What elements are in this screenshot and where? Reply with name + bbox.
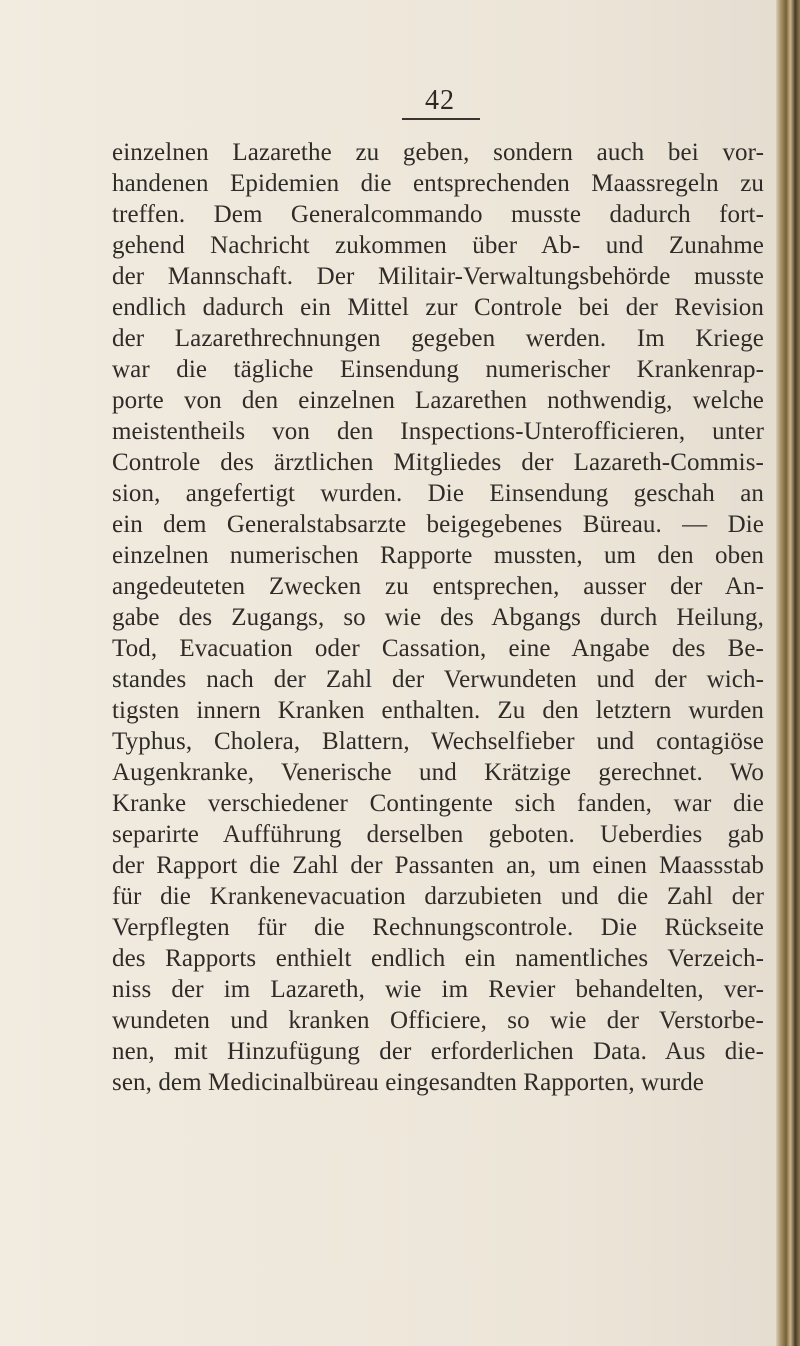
text-line-26: Verpflegten für die Rechnungscontrole. Die Rückseite bbox=[112, 914, 764, 941]
text-line-18: standes nach der Zahl der Verwundeten und der wich- bbox=[112, 666, 764, 693]
text-line-9: porte von den einzelnen Lazarethen nothwendig, welche bbox=[112, 387, 764, 414]
text-line-3: treffen. Dem Generalcommando musste dadurch fort- bbox=[112, 201, 764, 228]
text-line-8: war die tägliche Einsendung numerischer Krankenrap- bbox=[112, 356, 764, 383]
page-number-rule bbox=[402, 118, 480, 120]
text-line-2: handenen Epidemien die entsprechenden Maassregeln zu bbox=[112, 170, 764, 197]
text-line-23: separirte Aufführung derselben geboten. Ueberdies gab bbox=[112, 821, 764, 848]
text-line-16: gabe des Zugangs, so wie des Abgangs durch Heilung, bbox=[112, 604, 764, 631]
text-line-20: Typhus, Cholera, Blattern, Wechselfieber und contagiöse bbox=[112, 728, 764, 755]
text-line-19: tigsten innern Kranken enthalten. Zu den letztern wurden bbox=[112, 697, 764, 724]
text-line-17: Tod, Evacuation oder Cassation, eine Angabe des Be- bbox=[112, 635, 764, 662]
text-line-13: ein dem Generalstabsarzte beigegebenes Büreau. — Die bbox=[112, 511, 764, 538]
text-line-10: meistentheils von den Inspections-Unterofficieren, unter bbox=[112, 418, 764, 445]
text-line-11: Controle des ärztlichen Mitgliedes der Lazareth-Commis- bbox=[112, 449, 764, 476]
text-line-6: endlich dadurch ein Mittel zur Controle bei der Revision bbox=[112, 294, 764, 321]
text-line-29: wundeten und kranken Officiere, so wie der Verstorbe- bbox=[112, 1007, 764, 1034]
text-line-5: der Mannschaft. Der Militair-Verwaltungsbehörde musste bbox=[112, 263, 764, 290]
text-line-31: sen, dem Medicinalbüreau eingesandten Rapporten, wurde bbox=[112, 1069, 705, 1096]
text-line-30: nen, mit Hinzufügung der erforderlichen Data. Aus die- bbox=[112, 1038, 764, 1065]
text-line-12: sion, angefertigt wurden. Die Einsendung geschah an bbox=[112, 480, 764, 507]
page-edge-shadow bbox=[776, 0, 800, 1346]
text-line-7: der Lazarethrechnungen gegeben werden. Im Kriege bbox=[112, 325, 764, 352]
text-line-15: angedeuteten Zwecken zu entsprechen, ausser der An- bbox=[112, 573, 764, 600]
text-line-24: der Rapport die Zahl der Passanten an, um einen Maassstab bbox=[112, 852, 764, 879]
page-number: 42 bbox=[425, 85, 455, 116]
text-line-28: niss der im Lazareth, wie im Revier behandelten, ver- bbox=[112, 976, 764, 1003]
text-line-22: Kranke verschiedener Contingente sich fanden, war die bbox=[112, 790, 764, 817]
text-line-25: für die Krankenevacuation darzubieten und die Zahl der bbox=[112, 883, 764, 910]
text-line-21: Augenkranke, Venerische und Krätzige gerechnet. Wo bbox=[112, 759, 764, 786]
body-text bbox=[112, 137, 764, 1098]
text-line-14: einzelnen numerischen Rapporte mussten, um den oben bbox=[112, 542, 764, 569]
text-line-4: gehend Nachricht zukommen über Ab- und Zunahme bbox=[112, 232, 764, 259]
text-line-1: einzelnen Lazarethe zu geben, sondern auch bei vor- bbox=[112, 139, 764, 166]
text-line-27: des Rapports enthielt endlich ein namentliches Verzeich- bbox=[112, 945, 764, 972]
